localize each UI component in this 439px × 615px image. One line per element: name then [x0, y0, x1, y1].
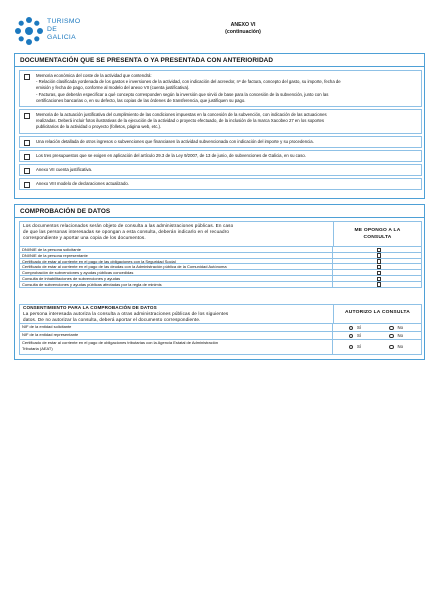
intro-line: Los documentos relacionados serán objeto de consulta a las administraciones públicas. En caso [23, 223, 234, 228]
annex-title-block [198, 22, 288, 36]
page-header [14, 12, 425, 52]
section-divider [15, 217, 424, 218]
verification-row-label: Consulta de subvenciones y ayudas públicas afectadas por la regla de minimis [22, 281, 162, 287]
verification-row-label: Certificado de estar al corriente en el pago de las deudas con la Administración pública de la Comunidad Autónoma [22, 264, 227, 270]
no-option [389, 344, 403, 350]
consent-row-text: NIF de la entidad representante [22, 332, 79, 337]
turismo-de-galicia-logo [14, 16, 94, 52]
verification-rows [19, 247, 422, 288]
verification-intro-row [19, 221, 422, 247]
verification-row-label: Comprobación de subvenciones y ayudas públicas concedidas [22, 270, 134, 276]
yes-label: Sí [356, 325, 361, 330]
no-option [389, 325, 403, 331]
documentation-item-text: - Facturas, que deberán especificar a qué concepto corresponden según la inversión que sirvió de base para la concesión de la subvención, junto con las [36, 91, 329, 97]
consent-row [19, 332, 422, 340]
documentation-item [19, 136, 422, 148]
no-label: No [397, 344, 403, 349]
oppose-checkbox[interactable] [377, 282, 382, 287]
oppose-checkbox[interactable] [377, 253, 382, 258]
consent-line: La persona interesada autoriza la consulta a otras administraciones públicas de los siguientes [23, 311, 229, 316]
documentation-list [19, 70, 422, 192]
column-divider [332, 270, 333, 275]
logo-line-2: DE [47, 25, 58, 33]
yes-label: Sí [356, 333, 361, 338]
verification-row-label: DNI/NIE de la persona representante [22, 252, 88, 258]
documentation-item-text: publicitarios de la actividad o proyecto (folletos, página web, etc.). [36, 124, 162, 130]
intro-line: de que las personas interesadas se opongan a esta consulta, deberán indicarlo en el recuadro [23, 229, 230, 235]
logo-line-3: GALICIA [47, 33, 76, 41]
verification-title: COMPROBACIÓN DE DATOS [20, 208, 111, 215]
yes-radio[interactable] [349, 334, 353, 338]
documentation-item-text: - Relación clasificada yordenada de los gastos e inversiones de la actividad, con indicación del acreedor, nº de factura, concepto del gasto, su importe, fecha de [36, 79, 341, 85]
documentation-checkbox[interactable] [24, 168, 30, 174]
documentation-checkbox[interactable] [24, 74, 30, 80]
consent-row-label [22, 340, 322, 352]
documentation-checkbox[interactable] [24, 154, 30, 160]
documentation-item [19, 164, 422, 176]
logo-wordmark [47, 18, 80, 41]
consent-row-label [22, 332, 322, 338]
oppose-checkbox[interactable] [377, 259, 382, 264]
documentation-title: DOCUMENTACIÓN QUE SE PRESENTA O YA PRESENTADA CON ANTERIORIDAD [20, 57, 274, 64]
consent-title: CONSENTIMIENTO PARA LA COMPROBACIÓN DE DATOS [23, 305, 157, 310]
consent-text [23, 305, 323, 323]
column-divider [332, 340, 333, 354]
documentation-item-text: Memoria económica del coste de la actividad que contendrá: [36, 73, 152, 78]
consent-rows [19, 324, 422, 355]
consent-row-text: Certificado de estar al corriente en el pago de obligaciones tributarias con la Agencia Estatal de Administración [22, 340, 219, 345]
data-verification-section [14, 204, 425, 360]
documentation-checkbox[interactable] [24, 182, 30, 188]
annex-subtitle: (continuación) [225, 29, 261, 35]
no-label: No [397, 333, 403, 338]
column-divider [332, 259, 333, 264]
oppose-checkbox[interactable] [377, 248, 382, 253]
documentation-item-text: Una relación detallada de otros ingresos o subvenciones que financiasen la actividad subvencionada con indicación del importe y su procedencia. [36, 138, 314, 144]
oppose-checkbox[interactable] [377, 271, 382, 276]
no-option [389, 333, 403, 339]
documentation-checkbox[interactable] [24, 113, 30, 119]
no-label: No [397, 325, 403, 330]
yes-radio[interactable] [349, 345, 353, 349]
no-radio[interactable] [389, 326, 393, 330]
consent-row [19, 324, 422, 332]
consent-header-row [19, 304, 422, 324]
column-divider [332, 253, 333, 258]
authorize-column-header: AUTORIZO LA CONSULTA [333, 305, 421, 323]
oppose-column-header [333, 222, 421, 246]
verification-row-label: DNI/NIE de la persona solicitante [22, 247, 81, 252]
documentation-item-text: Anexo VII cuenta justificativa. [36, 167, 93, 173]
verification-row-label: Consulta de inhabilitaciones de subvenciones y ayudas [22, 275, 121, 281]
consent-row-label [22, 324, 322, 330]
documentation-checkbox[interactable] [24, 140, 30, 146]
consent-line: datos. De no autorizar la consulta, deberá aportar el documento correspondiente. [23, 317, 201, 322]
column-divider [332, 332, 333, 339]
section-divider [15, 66, 424, 67]
oppose-header-line-1: ME OPONGO A LA [354, 228, 401, 233]
column-divider [332, 264, 333, 269]
yes-label: Sí [356, 344, 361, 349]
logo-line-1: TURISMO [47, 18, 81, 25]
documentation-item [19, 150, 422, 162]
documentation-item-text: realizadas. Deberá incluir fotos ilustrativas de la ejecución de la actividad o proyecto efectuado, de la inclusión de la marca Xacobeo 27 en los soportes [36, 118, 325, 124]
documentation-item [19, 70, 422, 107]
galicia-logo-icon [14, 16, 44, 46]
column-divider [332, 324, 333, 331]
consent-row-text: NIF de la entidad solicitante [22, 324, 72, 329]
yes-radio[interactable] [349, 326, 353, 330]
oppose-checkbox[interactable] [377, 265, 382, 270]
documentation-item-text: Memoria de la actuación justificativa del cumplimiento de las condiciones impuestas en la concesión de la subvención, con indicación de las actuaciones [36, 112, 327, 118]
documentation-item [19, 109, 422, 134]
consent-row-text: Tributaria (AEAT) [22, 346, 53, 351]
oppose-header-line-2: CONSULTA [363, 235, 392, 240]
documentation-section [14, 53, 425, 199]
documentation-item [19, 178, 422, 190]
documentation-item-text: emisión y fecha de pago, conforme al modelo del anexo VII (cuenta justificativa). [36, 85, 190, 91]
yes-option [349, 325, 361, 331]
documentation-item-text: certificaciones bancarias o, en su defecto, las copias de las órdenes de transferencia, que justifiquen su pago. [36, 97, 246, 103]
yes-option [349, 344, 361, 350]
verification-row [19, 282, 422, 288]
column-divider [332, 276, 333, 281]
intro-line: correspondiente y aportar una copia de los documentos. [23, 235, 146, 241]
consent-row [19, 340, 422, 355]
verification-row-label: Certificado de estar al corriente en el pago de las obligaciones con la Seguridad Social [22, 258, 176, 264]
documentation-item-text: Anexo VIII modelo de declaraciones actualizado. [36, 181, 129, 187]
annex-title: ANEXO VI [230, 22, 256, 28]
column-divider [332, 247, 333, 252]
no-radio[interactable] [389, 345, 393, 349]
yes-option [349, 333, 361, 339]
no-radio[interactable] [389, 334, 393, 338]
column-divider [332, 282, 333, 287]
verification-intro-text [23, 223, 323, 242]
documentation-item-text: Los tres presupuestos que se exigen en aplicación del artículo 29.3 de la Ley 9/2007, de 13 de junio, de subvenciones de Galicia, en su caso. [36, 152, 306, 158]
oppose-checkbox[interactable] [377, 277, 382, 282]
